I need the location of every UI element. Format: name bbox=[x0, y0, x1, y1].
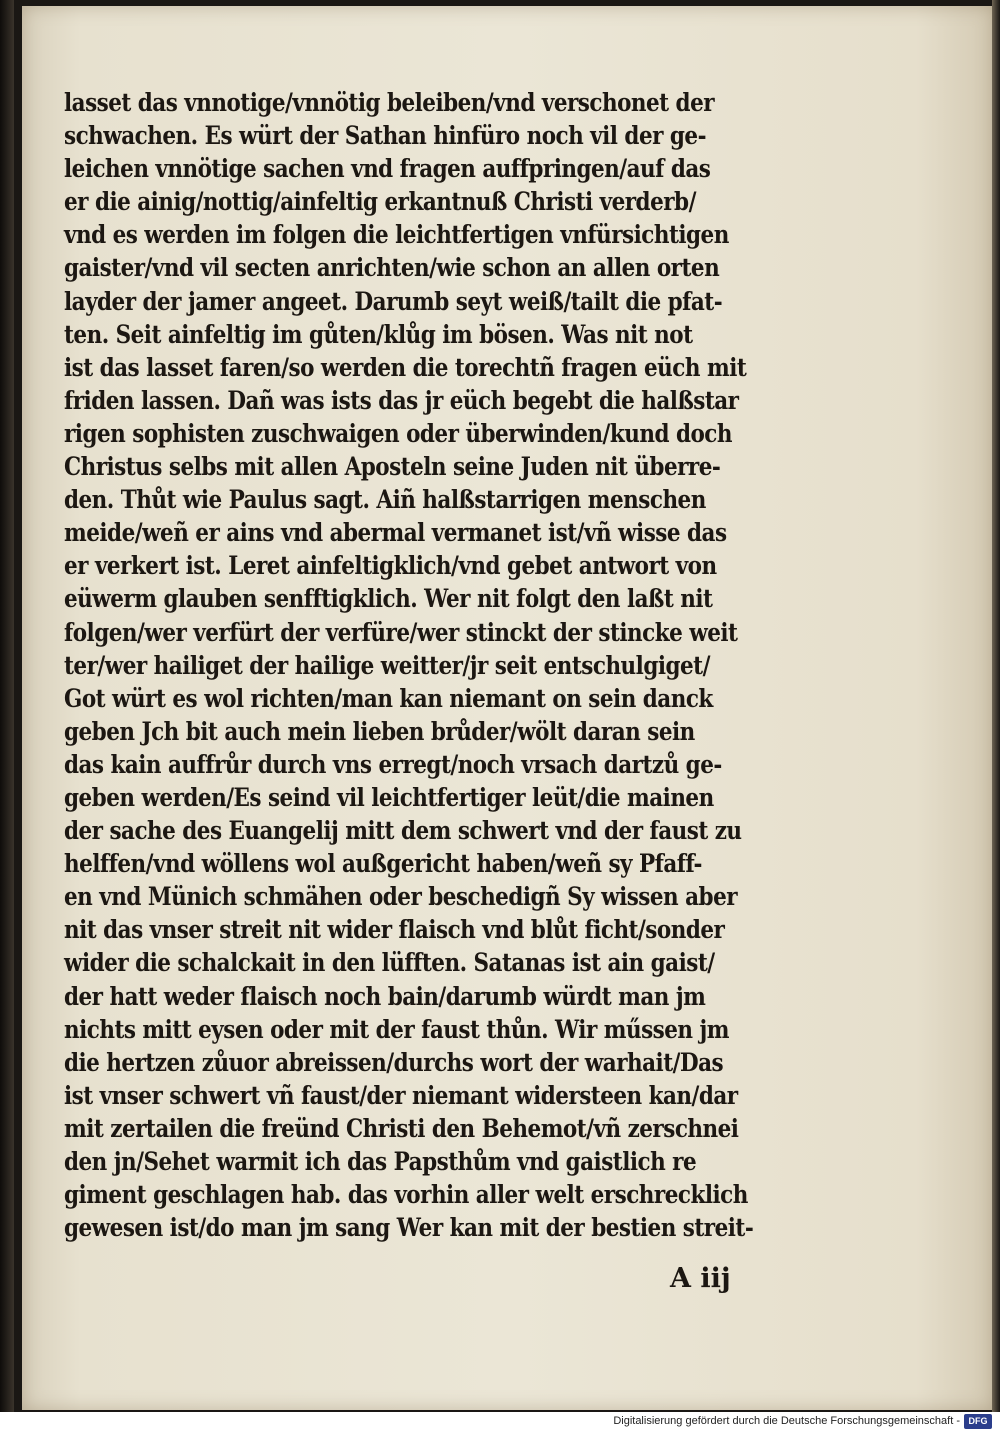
text-line: er die ainig/nottig/ainfeltig erkantnuß Christi verderb/ bbox=[64, 187, 696, 217]
text-line: ist vnser schwert vñ faust/der niemant widersteen kan/dar bbox=[64, 1080, 738, 1110]
text-line: den. Thůt wie Paulus sagt. Aiñ halßstarrigen menschen bbox=[64, 485, 706, 515]
text-line: friden lassen. Dañ was ists das jr eüch begebt die halßstar bbox=[64, 385, 739, 415]
text-line: geben werden/Es seind vil leichtfertiger leüt/die mainen bbox=[64, 782, 714, 812]
footer-bar bbox=[0, 1412, 1000, 1432]
text-line: das kain auffrůr durch vns erregt/noch vrsach dartzů ge- bbox=[64, 749, 722, 779]
text-line: rigen sophisten zuschwaigen oder überwinden/kund doch bbox=[64, 418, 733, 448]
text-line: er verkert ist. Leret ainfeltigklich/vnd gebet antwort von bbox=[64, 551, 717, 581]
page-edge-left bbox=[0, 0, 14, 1412]
text-line: ist das lasset faren/so werden die torechtñ fragen eüch mit bbox=[64, 352, 747, 382]
text-line: geben Jch bit auch mein lieben brůder/wölt daran sein bbox=[64, 716, 695, 746]
text-line: eüwerm glauben senfftigklich. Wer nit folgt den laßt nit bbox=[64, 584, 713, 614]
text-line: vnd es werden im folgen die leichtfertigen vnfürsichtigen bbox=[64, 220, 729, 250]
text-line: gewesen ist/do man jm sang Wer kan mit der bestien streit- bbox=[64, 1213, 754, 1243]
page-edge-right bbox=[992, 0, 1000, 1412]
text-line: en vnd Münich schmähen oder beschedigñ Sy wissen aber bbox=[64, 882, 738, 912]
dfg-logo-icon[interactable]: DFG bbox=[964, 1414, 992, 1429]
text-line: den jn/Sehet warmit ich das Papsthům vnd gaistlich re bbox=[64, 1147, 697, 1176]
text-line: nit das vnser streit nit wider flaisch vnd blůt ficht/sonder bbox=[64, 915, 725, 945]
signature-mark: A iij bbox=[670, 1263, 731, 1294]
text-line: der sache des Euangelij mitt dem schwert vnd der faust zu bbox=[64, 816, 742, 846]
page-text-block bbox=[64, 86, 834, 1244]
text-line: meide/weñ er ains vnd abermal vermanet ist/vñ wisse das bbox=[64, 518, 727, 548]
text-line: Christus selbs mit allen Aposteln seine Juden nit überre- bbox=[64, 452, 721, 482]
text-line: gaister/vnd vil secten anrichten/wie schon an allen orten bbox=[64, 253, 720, 283]
text-line: mit zertailen die freünd Christi den Behemot/vñ zerschnei bbox=[64, 1113, 739, 1143]
text-line: die hertzen zůuor abreissen/durchs wort der warhait/Das bbox=[64, 1047, 724, 1077]
text-line: Got würt es wol richten/man kan niemant on sein danck bbox=[64, 683, 713, 713]
text-line: ter/wer hailiget der hailige weitter/jr seit entschulgiget/ bbox=[64, 650, 710, 680]
text-line: schwachen. Es würt der Sathan hinfüro noch vil der ge- bbox=[64, 121, 706, 151]
funding-credit: Digitalisierung gefördert durch die Deutsche Forschungsgemeinschaft - bbox=[613, 1415, 960, 1427]
text-line: giment geschlagen hab. das vorhin aller welt erschrecklich bbox=[64, 1180, 748, 1210]
text-line: nichts mitt eysen oder mit der faust thůn. Wir műssen jm bbox=[64, 1014, 729, 1044]
text-line: layder der jamer angeet. Darumb seyt weiß/tailt die pfat- bbox=[64, 286, 723, 316]
text-line: der hatt weder flaisch noch bain/darumb würdt man jm bbox=[64, 981, 706, 1011]
text-line: wider die schalckait in den lüfften. Satanas ist ain gaist/ bbox=[64, 948, 715, 978]
text-line: ten. Seit ainfeltig im gůten/klůg im bösen. Was nit not bbox=[64, 319, 693, 349]
text-line: leichen vnnötige sachen vnd fragen auffpringen/auf das bbox=[64, 154, 711, 184]
text-line: folgen/wer verfürt der verfüre/wer stinckt der stincke weit bbox=[64, 617, 738, 647]
text-line: helffen/vnd wöllens wol außgericht haben/weñ sy Pfaff- bbox=[64, 849, 702, 879]
text-line: lasset das vnnotige/vnnötig beleiben/vnd verschonet der bbox=[64, 88, 715, 117]
